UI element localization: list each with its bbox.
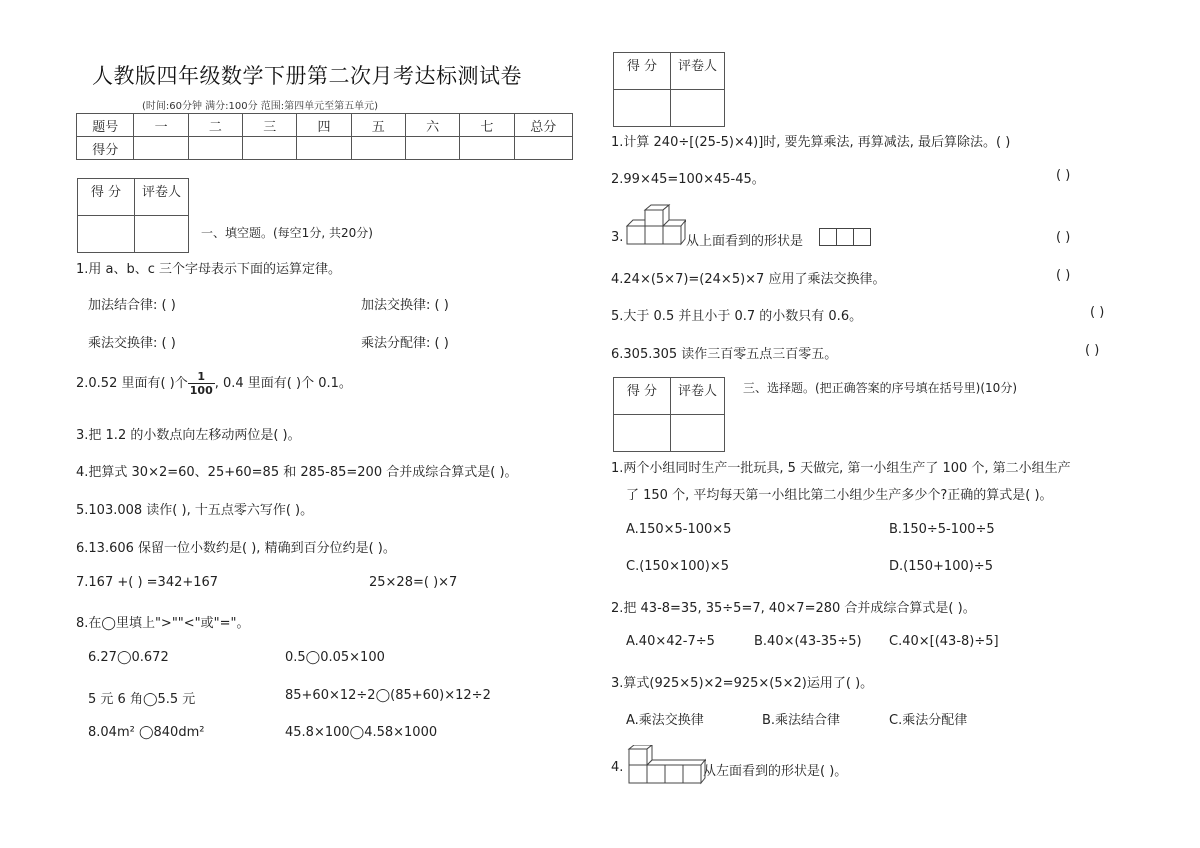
option-b[interactable]: B.40×(43-35÷5) xyxy=(754,634,862,649)
page-subtitle: (时间:60分钟 满分:100分 范围:第四单元至第五单元) xyxy=(142,101,379,112)
squares-figure-icon xyxy=(820,228,871,246)
option-c[interactable]: C.40×[(43-8)÷5] xyxy=(889,634,999,649)
score-cell: 题号 xyxy=(77,114,134,137)
question-3-3: 3.算式(925×5)×2=925×(5×2)运用了( )。 xyxy=(611,676,874,691)
option-c[interactable]: C.乘法分配律 xyxy=(889,713,968,728)
section-1-title: 一、填空题。(每空1分, 共20分) xyxy=(201,226,373,240)
question-2-4: 4.24×(5×7)=(24×5)×7 应用了乘法交换律。 xyxy=(611,272,886,287)
grader-box xyxy=(613,377,725,452)
score-cell: 总分 xyxy=(514,114,572,137)
option-c[interactable]: C.(150×100)×5 xyxy=(626,559,730,574)
grader-reviewer-label: 评卷人 xyxy=(671,53,725,90)
grader-reviewer-label: 评卷人 xyxy=(135,179,189,216)
question-2-2: 2.99×45=100×45-45。 xyxy=(611,172,765,187)
question-3-4-pre: 4. xyxy=(611,760,624,775)
option-a[interactable]: A.乘法交换律 xyxy=(626,713,704,728)
question-1-1d: 乘法分配律: ( ) xyxy=(361,336,449,351)
question-2-1: 1.计算 240÷[(25-5)×4)]时, 要先算乘法, 再算减法, 最后算除法。( ) xyxy=(611,135,1011,150)
score-input-cell[interactable] xyxy=(460,137,514,160)
question-2-5: 5.大于 0.5 并且小于 0.7 的小数只有 0.6。 xyxy=(611,309,863,324)
question-2-3 xyxy=(611,230,623,245)
score-input-cell[interactable] xyxy=(134,137,188,160)
question-1-2 xyxy=(76,370,352,397)
question-1-2-pre: 2.0.52 里面有( )个 xyxy=(76,376,188,391)
answer-paren[interactable]: ( ) xyxy=(1090,305,1105,320)
question-1-1: 1.用 a、b、c 三个字母表示下面的运算定律。 xyxy=(76,262,342,277)
question-1-8f: 45.8×100◯4.58×1000 xyxy=(285,725,438,740)
question-1-6: 6.13.606 保留一位小数约是( ), 精确到百分位约是( )。 xyxy=(76,541,396,556)
grader-reviewer-cell[interactable] xyxy=(671,415,725,452)
cubes-figure-icon xyxy=(626,204,686,246)
grader-reviewer-label: 评卷人 xyxy=(671,378,725,415)
question-1-1b: 加法交换律: ( ) xyxy=(361,298,449,313)
page-title: 人教版四年级数学下册第二次月考达标测试卷 xyxy=(92,64,522,88)
option-d[interactable]: D.(150+100)÷5 xyxy=(889,559,993,574)
score-cell: 得分 xyxy=(77,137,134,160)
score-cell: 五 xyxy=(351,114,405,137)
option-b[interactable]: B.150÷5-100÷5 xyxy=(889,522,995,537)
score-input-cell[interactable] xyxy=(514,137,572,160)
question-1-1a: 加法结合律: ( ) xyxy=(88,298,176,313)
score-table-score-row xyxy=(77,137,573,160)
grader-score-cell[interactable] xyxy=(78,216,135,253)
answer-paren[interactable]: ( ) xyxy=(1056,268,1071,283)
option-a[interactable]: A.40×42-7÷5 xyxy=(626,634,715,649)
score-table-header-row xyxy=(77,114,573,137)
section-3-title: 三、选择题。(把正确答案的序号填在括号里)(10分) xyxy=(743,381,1017,395)
score-table xyxy=(76,113,573,160)
grader-score-label: 得 分 xyxy=(614,378,671,415)
question-1-8e: 8.04m² ◯840dm² xyxy=(88,725,205,740)
question-3-2: 2.把 43-8=35, 35÷5=7, 40×7=280 合并成综合算式是( )。 xyxy=(611,601,976,616)
question-1-5: 5.103.008 读作( ), 十五点零六写作( )。 xyxy=(76,503,314,518)
answer-paren[interactable]: ( ) xyxy=(1056,168,1071,183)
score-cell: 一 xyxy=(134,114,188,137)
question-3-4-text: 从左面看到的形状是( )。 xyxy=(703,764,848,779)
question-1-8d: 85+60×12÷2◯(85+60)×12÷2 xyxy=(285,688,491,703)
question-1-3: 3.把 1.2 的小数点向左移动两位是( )。 xyxy=(76,428,301,443)
grader-score-label: 得 分 xyxy=(614,53,671,90)
question-1-1c: 乘法交换律: ( ) xyxy=(88,336,176,351)
question-2-3-pre: 3. xyxy=(611,230,624,245)
question-3-1-line2: 了 150 个, 平均每天第一小组比第二小组少生产多少个?正确的算式是( )。 xyxy=(626,488,1053,503)
grader-score-cell[interactable] xyxy=(614,415,671,452)
score-cell: 六 xyxy=(405,114,459,137)
fraction: $\frac{1}{100}$ xyxy=(189,370,213,397)
score-input-cell[interactable] xyxy=(297,137,351,160)
question-2-3-text: 从上面看到的形状是 xyxy=(686,234,804,249)
question-1-7b: 25×28=( )×7 xyxy=(369,575,458,590)
option-b[interactable]: B.乘法结合律 xyxy=(762,713,841,728)
answer-paren[interactable]: ( ) xyxy=(1085,343,1100,358)
score-input-cell[interactable] xyxy=(351,137,405,160)
cubes-figure-icon xyxy=(626,745,706,787)
grader-reviewer-cell[interactable] xyxy=(671,90,725,127)
question-3-1-line1: 1.两个小组同时生产一批玩具, 5 天做完, 第一小组生产了 100 个, 第二小组生产 xyxy=(611,461,1071,476)
option-a[interactable]: A.150×5-100×5 xyxy=(626,522,732,537)
grader-reviewer-cell[interactable] xyxy=(135,216,189,253)
score-cell: 四 xyxy=(297,114,351,137)
question-1-8c: 5 元 6 角◯5.5 元 xyxy=(88,692,196,707)
question-1-2-post: , 0.4 里面有( )个 0.1。 xyxy=(214,376,352,391)
score-cell: 二 xyxy=(188,114,242,137)
grader-score-cell[interactable] xyxy=(614,90,671,127)
question-1-8b: 0.5◯0.05×100 xyxy=(285,650,385,665)
grader-box xyxy=(77,178,189,253)
answer-paren[interactable]: ( ) xyxy=(1056,230,1071,245)
grader-score-label: 得 分 xyxy=(78,179,135,216)
score-input-cell[interactable] xyxy=(243,137,297,160)
score-input-cell[interactable] xyxy=(188,137,242,160)
question-1-7a: 7.167 +( ) =342+167 xyxy=(76,575,219,590)
grader-box xyxy=(613,52,725,127)
question-1-8: 8.在◯里填上">""<"或"="。 xyxy=(76,616,250,631)
question-1-8a: 6.27◯0.672 xyxy=(88,650,169,665)
score-cell: 三 xyxy=(243,114,297,137)
score-input-cell[interactable] xyxy=(405,137,459,160)
question-2-6: 6.305.305 读作三百零五点三百零五。 xyxy=(611,347,838,362)
question-1-4: 4.把算式 30×2=60、25+60=85 和 285-85=200 合并成综合算式是( )。 xyxy=(76,465,518,480)
score-cell: 七 xyxy=(460,114,514,137)
